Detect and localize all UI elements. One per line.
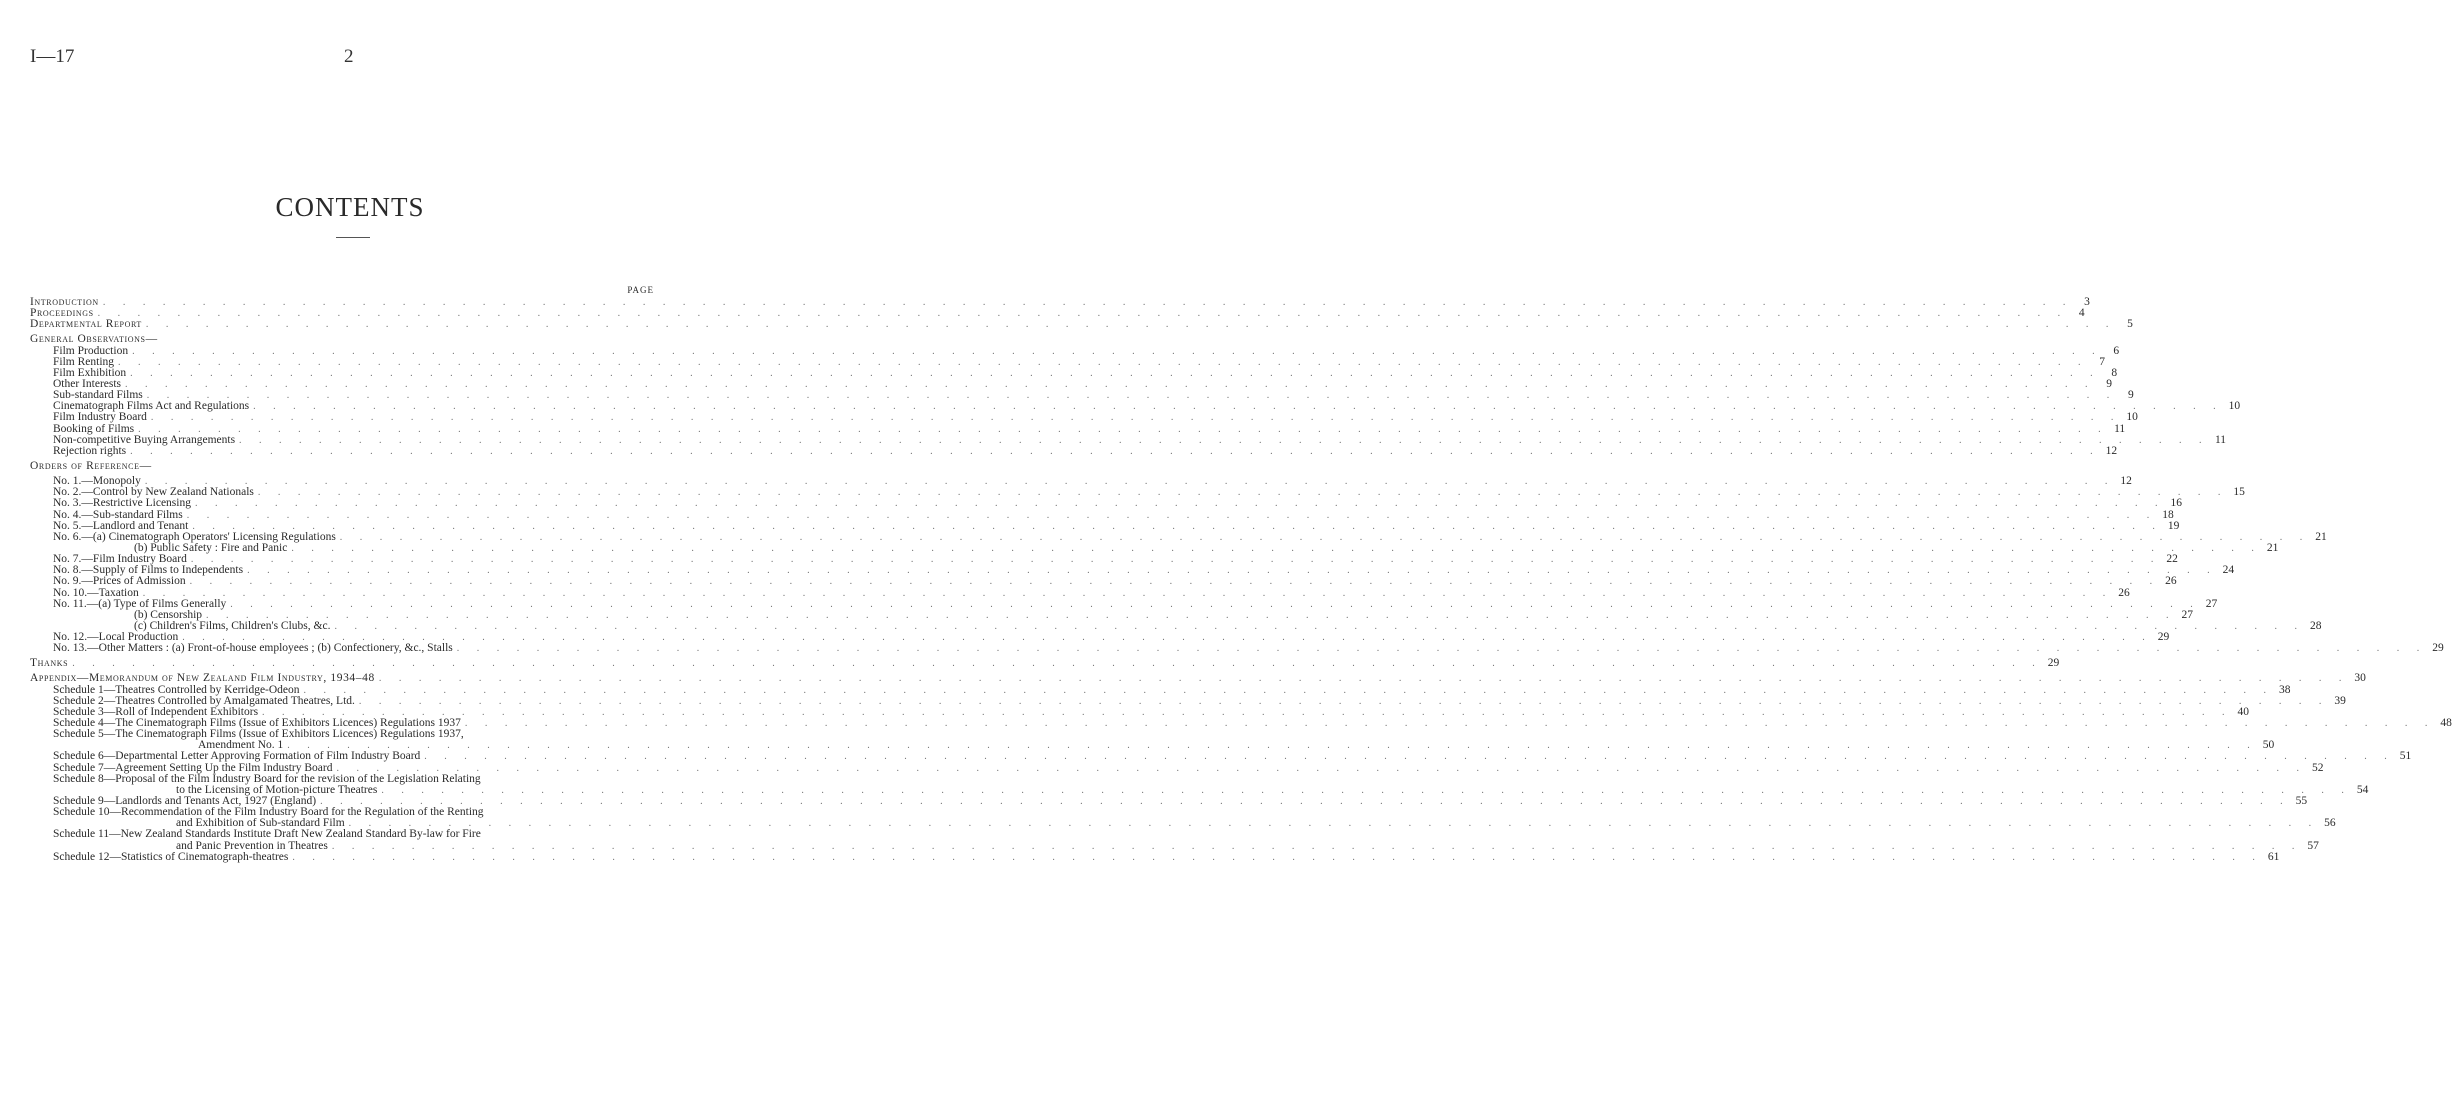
dot-leader: [328, 841, 2295, 852]
dot-leader: [142, 319, 2109, 330]
toc-entry-label: No. 5.—Landlord and Tenant: [53, 519, 189, 532]
toc-entry-label: No. 4.—Sub-standard Films: [53, 508, 183, 521]
dot-leader: [141, 476, 2108, 487]
dot-leader: [345, 818, 2312, 829]
dot-leader: [186, 576, 2153, 587]
toc-entry-label: Schedule 10—Recommendation of the Film Industry Board for the Regulation of the Renting: [53, 806, 484, 819]
toc-section-orders-of-reference: [30, 461, 654, 472]
toc-entry-page: 48: [2440, 717, 2452, 730]
toc-entry-label: Schedule 5—The Cinematograph Films (Issue of Exhibitors Licences) Regulations 1937,: [53, 728, 464, 741]
toc-entry-page: 61: [2267, 850, 2280, 863]
toc-section-general-observations: [30, 334, 654, 345]
toc-entry-page: 38: [2279, 683, 2291, 696]
toc-entry-page: 21: [2315, 530, 2327, 543]
toc-entry-label: Schedule 4—The Cinematograph Films (Issue of Exhibitors Licences) Regulations 1937: [53, 717, 461, 730]
dot-leader: [68, 658, 2035, 669]
toc-entry-order-6a[interactable]: [30, 530, 2327, 543]
dot-leader: [187, 554, 2154, 565]
dot-leader: [287, 543, 2254, 554]
toc-entry-label: No. 9.—Prices of Admission: [53, 575, 186, 588]
dot-leader: [143, 390, 2110, 401]
toc-entry-page: 12: [2105, 444, 2118, 457]
toc-entry-page: 29: [2047, 657, 2060, 670]
dot-leader: [300, 685, 2267, 696]
toc-entry-order-4[interactable]: [30, 508, 2174, 521]
document-reference: I—17: [30, 46, 75, 67]
toc-entry-page: 29: [2157, 631, 2170, 644]
toc-entry-page: 24: [2222, 564, 2235, 577]
toc-entry-order-9[interactable]: [30, 575, 2177, 588]
toc-entry-label: Schedule 11—New Zealand Standards Institute Draft New Zealand Standard By-law for Fire: [53, 828, 481, 841]
toc-entry-page: 56: [2324, 817, 2336, 830]
dot-leader: [316, 796, 2283, 807]
toc-entry-page: 30: [2354, 672, 2366, 685]
toc-entry-page: 26: [2165, 575, 2177, 588]
dot-leader: [134, 424, 2101, 435]
toc-entry-label: Schedule 2—Theatres Controlled by Amalgamated Theatres, Ltd.: [53, 694, 355, 707]
dot-leader: [249, 401, 2216, 412]
toc-entry-page: 18: [2162, 508, 2174, 521]
toc-entry-page: 55: [2295, 795, 2308, 808]
toc-entry-page: 52: [2311, 761, 2324, 774]
toc-entry-page: 19: [2167, 519, 2180, 532]
toc-entry-page: 27: [2205, 597, 2218, 610]
toc-entry-label: No. 10.—Taxation: [53, 586, 139, 599]
toc-entry-schedule-6[interactable]: [30, 750, 2412, 763]
toc-entry-order-3[interactable]: [30, 497, 2182, 510]
dot-leader: [126, 446, 2093, 457]
toc-entry-page: 9: [2128, 389, 2134, 402]
toc-entry-label: to the Licensing of Motion-picture Theatres: [176, 783, 378, 796]
dot-leader: [453, 643, 2420, 654]
toc-entry-page: 22: [2166, 553, 2178, 566]
dot-leader: [336, 532, 2303, 543]
toc-entry-label: Film Renting: [53, 355, 115, 368]
toc-entry-page: 9: [2106, 377, 2113, 390]
toc-entry-page: 54: [2356, 783, 2369, 796]
dot-leader: [94, 308, 2061, 319]
toc-entry-page: 26: [2118, 586, 2130, 599]
toc-entry-appendix[interactable]: [30, 672, 2366, 685]
toc-entry-order-10[interactable]: [30, 586, 2130, 599]
toc-entry-label: Amendment No. 1: [198, 739, 284, 752]
toc-entry-page: 40: [2237, 705, 2250, 718]
toc-entry-departmental-report[interactable]: [30, 318, 2133, 331]
toc-entry-page: 8: [2111, 366, 2118, 379]
toc-entry-page: 50: [2262, 739, 2275, 752]
table-of-contents: [30, 295, 2452, 863]
toc-entry-label: Film Exhibition: [53, 366, 127, 379]
dot-leader: [330, 621, 2297, 632]
toc-entry-page: 4: [2078, 307, 2085, 320]
toc-entry-page: 7: [2099, 355, 2106, 368]
toc-entry-label: (c) Children's Films, Children's Clubs, &c.: [134, 619, 331, 632]
toc-entry-thanks[interactable]: [30, 657, 2060, 670]
toc-entry-label: Introduction: [30, 295, 99, 308]
toc-entry-film-industry-board[interactable]: [30, 411, 2138, 424]
dot-leader: [226, 599, 2193, 610]
toc-entry-label: Schedule 7—Agreement Setting Up the Film Industry Board: [53, 761, 333, 774]
toc-entry-label: No. 8.—Supply of Films to Independents: [53, 564, 244, 577]
dot-leader: [243, 565, 2210, 576]
toc-entry-label: (b) Censorship: [134, 608, 203, 621]
toc-entry-page: 12: [2120, 475, 2132, 488]
toc-entry-label: Schedule 12—Statistics of Cinematograph-theatres: [53, 850, 289, 863]
dot-leader: [288, 852, 2255, 863]
toc-entry-order-11b[interactable]: [30, 608, 2194, 621]
toc-entry-label: Schedule 1—Theatres Controlled by Kerridge-Odeon: [53, 683, 300, 696]
toc-entry-label: No. 2.—Control by New Zealand Nationals: [53, 486, 254, 499]
toc-entry-rejection-rights[interactable]: [30, 444, 2118, 457]
toc-entry-label: Sub-standard Films: [53, 389, 143, 402]
title-rule: [336, 237, 370, 238]
toc-entry-page: 28: [2309, 619, 2322, 632]
dot-leader: [191, 498, 2158, 509]
toc-entry-page: 51: [2399, 750, 2412, 763]
toc-entry-page: 21: [2266, 541, 2279, 554]
dot-leader: [332, 763, 2299, 774]
toc-entry-label: Proceedings: [30, 307, 94, 320]
toc-entry-schedule-12[interactable]: [30, 850, 2280, 863]
toc-entry-label: No. 12.—Local Production: [53, 631, 179, 644]
toc-entry-page: 15: [2233, 486, 2245, 499]
toc-entry-label: Appendix—Memorandum of New Zealand Film Industry, 1934–48: [30, 672, 375, 685]
toc-entry-label: Film Production: [53, 344, 129, 357]
dot-leader: [420, 751, 2387, 762]
dot-leader: [375, 673, 2342, 684]
toc-entry-label: No. 1.—Monopoly: [53, 475, 141, 488]
dot-leader: [254, 487, 2221, 498]
toc-entry-page: 39: [2334, 694, 2346, 707]
toc-entry-order-13[interactable]: [30, 642, 2444, 655]
dot-leader: [235, 435, 2202, 446]
dot-leader: [461, 718, 2428, 729]
toc-entry-label: Film Industry Board: [53, 411, 147, 424]
page-column-heading: PAGE: [627, 285, 654, 295]
toc-entry-film-exhibition[interactable]: [30, 366, 2118, 379]
toc-entry-introduction[interactable]: [30, 295, 2090, 308]
toc-entry-schedule-5[interactable]: [30, 729, 654, 740]
toc-entry-label: No. 7.—Film Industry Board: [53, 553, 187, 566]
toc-entry-label: Rejection rights: [53, 444, 127, 457]
dot-leader: [202, 610, 2169, 621]
toc-entry-label: Schedule 3—Roll of Independent Exhibitors: [53, 705, 259, 718]
toc-entry-label: Thanks: [30, 657, 69, 670]
dot-leader: [377, 785, 2344, 796]
toc-entry-page: 6: [2113, 344, 2120, 357]
toc-entry-label: Non-competitive Buying Arrangements: [53, 433, 236, 446]
toc-entry-page: 27: [2181, 608, 2194, 621]
toc-entry-label: Schedule 9—Landlords and Tenants Act, 1927 (England): [53, 795, 317, 808]
dot-leader: [183, 510, 2150, 521]
dot-leader: [128, 346, 2095, 357]
toc-entry-page: 11: [2214, 433, 2227, 446]
toc-entry-label: (b) Public Safety : Fire and Panic: [134, 541, 288, 554]
dot-leader: [283, 740, 2250, 751]
toc-entry-label: No. 11.—(a) Type of Films Generally: [53, 597, 227, 610]
toc-entry-page: 10: [2126, 411, 2138, 424]
toc-entry-page: 3: [2084, 295, 2090, 308]
toc-entry-label: No. 6.—(a) Cinematograph Operators' Licensing Regulations: [53, 530, 336, 543]
toc-entry-label: Booking of Films: [53, 422, 135, 435]
dot-leader: [355, 696, 2322, 707]
page-number: 2: [344, 46, 354, 67]
toc-entry-label: and Panic Prevention in Theatres: [176, 839, 328, 852]
toc-entry-label: Schedule 8—Proposal of the Film Industry Board for the revision of the Legislation Relating: [53, 772, 481, 785]
toc-entry-label: and Exhibition of Sub-standard Film: [176, 817, 345, 830]
toc-entry-label: No. 13.—Other Matters : (a) Front-of-house employees ; (b) Confectionery, &c., Stalls: [53, 642, 453, 655]
toc-section-label: Orders of Reference—: [30, 459, 152, 472]
toc-section-label: General Observations—: [30, 333, 158, 346]
dot-leader: [121, 379, 2088, 390]
dot-leader: [178, 632, 2145, 643]
dot-leader: [114, 357, 2081, 368]
toc-entry-page: 29: [2432, 642, 2444, 655]
toc-entry-page: 11: [2114, 422, 2126, 435]
dot-leader: [258, 707, 2225, 718]
toc-entry-label: No. 3.—Restrictive Licensing: [53, 497, 191, 510]
toc-entry-schedule-11[interactable]: [30, 829, 654, 840]
toc-entry-page: 57: [2307, 839, 2319, 852]
toc-entry-page: 10: [2228, 400, 2241, 413]
toc-entry-page: 16: [2170, 497, 2182, 510]
dot-leader: [126, 368, 2093, 379]
toc-entry-film-production[interactable]: [30, 344, 2120, 357]
toc-entry-page: 5: [2127, 318, 2133, 331]
dot-leader: [147, 412, 2114, 423]
toc-entry-label: Schedule 6—Departmental Letter Approving Formation of Film Industry Board: [53, 750, 421, 763]
dot-leader: [188, 521, 2155, 532]
toc-entry-label: Other Interests: [53, 377, 122, 390]
page-title: CONTENTS: [275, 192, 425, 222]
dot-leader: [139, 588, 2106, 599]
dot-leader: [99, 297, 2066, 308]
toc-entry-order-11a[interactable]: [30, 597, 2218, 610]
toc-entry-label: Departmental Report: [30, 318, 142, 331]
toc-entry-label: Cinematograph Films Act and Regulations: [53, 400, 250, 413]
